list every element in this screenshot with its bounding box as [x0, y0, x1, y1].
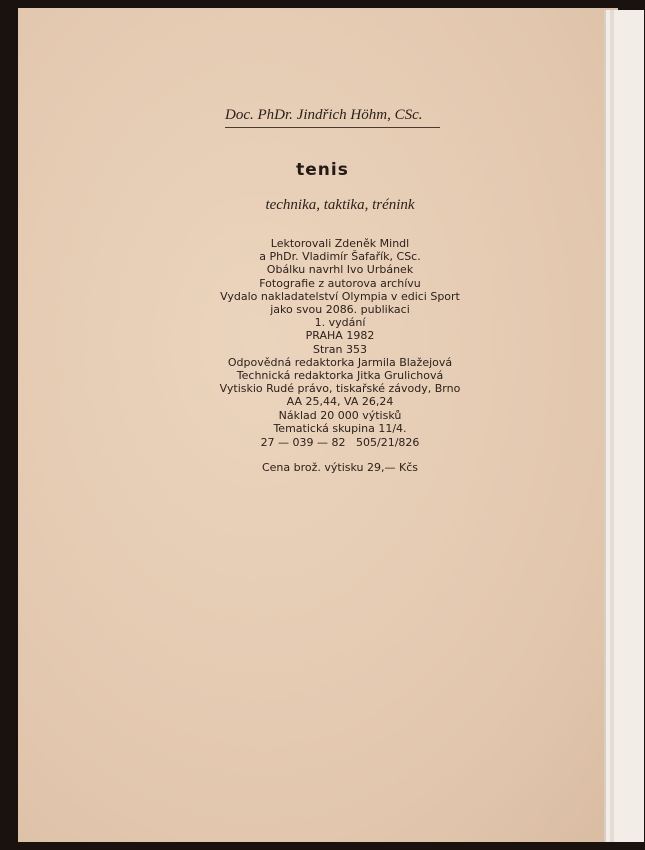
- colophon-line: Odpovědná redaktorka Jarmila Blažejová: [227, 355, 453, 369]
- colophon-line: AA 25,44, VA 26,24: [286, 395, 394, 409]
- colophon-line: Vytiskio Rudé právo, tiskařské závody, Brno: [219, 382, 461, 396]
- colophon-line: Lektorovali Zdeněk Mindl: [270, 237, 410, 250]
- colophon-line: Technická redaktorka Jitka Grulichová: [236, 369, 444, 383]
- colophon-line: Fotografie z autorova archívu: [259, 276, 421, 290]
- colophon: [0, 237, 645, 435]
- book-subtitle: technika, taktika, trénink: [265, 197, 415, 213]
- author-underline: [225, 127, 440, 128]
- colophon-line: Obálku navrhl Ivo Urbánek: [266, 263, 414, 277]
- colophon-line: Vydalo nakladatelství Olympia v edici Sport: [220, 289, 460, 303]
- colophon-line: Tematická skupina 11/4.: [273, 421, 407, 435]
- author-name: Doc. PhDr. Jindřich Höhm, CSc.: [225, 107, 423, 123]
- colophon-line: Náklad 20 000 výtisků: [278, 408, 402, 422]
- publication-codes: 27 — 039 — 82 505/21/826: [260, 436, 420, 449]
- colophon-line: jako svou 2086. publikaci: [270, 303, 410, 317]
- colophon-line: PRAHA 1982: [305, 329, 375, 343]
- colophon-line: 1. vydání: [314, 316, 366, 330]
- price-line: Cena brož. výtisku 29,— Kčs: [261, 461, 419, 474]
- book-title: tenis: [296, 160, 349, 180]
- colophon-line: a PhDr. Vladimír Šafařík, CSc.: [259, 250, 421, 264]
- colophon-line: Stran 353: [312, 342, 368, 356]
